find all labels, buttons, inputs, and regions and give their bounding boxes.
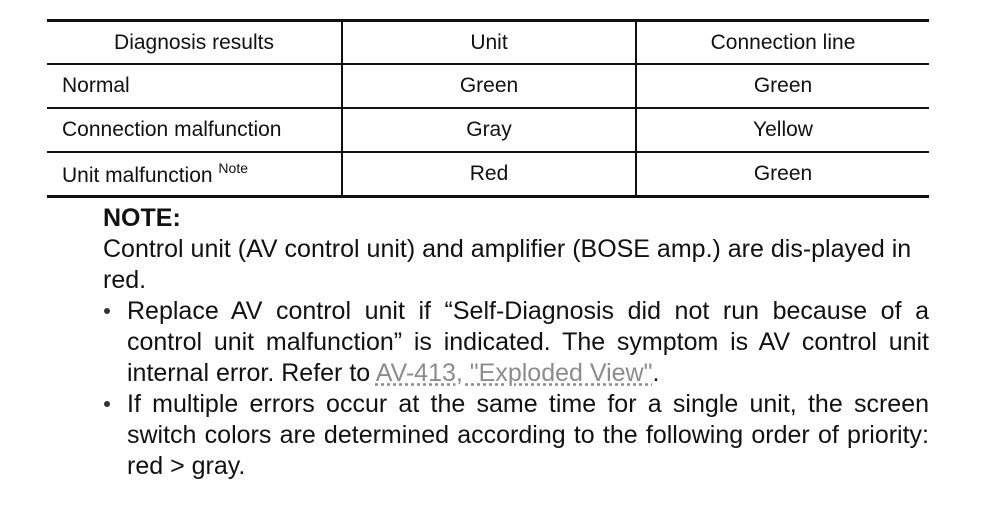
diagnosis-result-text: Connection malfunction	[62, 118, 282, 141]
unit-color-cell: Red	[342, 152, 636, 197]
diagnosis-result-cell	[47, 152, 342, 197]
note-title: NOTE:	[103, 204, 181, 232]
header-diagnosis-results: Diagnosis results	[47, 21, 342, 65]
unit-color-cell: Gray	[342, 108, 636, 152]
table-row	[47, 108, 929, 152]
list-item	[103, 296, 929, 389]
note-paragraph: Control unit (AV control unit) and amplifier (BOSE amp.) are dis-played in red.	[103, 235, 912, 294]
diagnosis-result-cell	[47, 108, 342, 152]
connection-line-color-cell: Green	[636, 64, 929, 108]
note-section	[103, 203, 929, 482]
diagnosis-result-text: Normal	[62, 74, 130, 97]
bullet-icon	[104, 401, 110, 407]
diagnosis-result-text: Unit malfunction	[62, 164, 213, 187]
bullet-text-end: .	[652, 359, 660, 387]
header-unit: Unit	[342, 21, 636, 65]
list-item	[103, 389, 929, 482]
table-row	[47, 64, 929, 108]
exploded-view-link[interactable]: AV-413, "Exploded View"	[375, 359, 653, 387]
table-header-row	[47, 21, 929, 65]
diagnosis-table	[47, 19, 929, 198]
bullet-text: Replace AV control unit if “Self-Diagnosis did not run because of a control unit malfunction” is indicated. The symptom is AV control unit internal error. Refer to	[127, 297, 929, 387]
connection-line-color-cell: Green	[636, 152, 929, 197]
header-connection-line: Connection line	[636, 21, 929, 65]
diagnosis-result-cell	[47, 64, 342, 108]
connection-line-color-cell: Yellow	[636, 108, 929, 152]
unit-color-cell: Green	[342, 64, 636, 108]
note-bullet-list	[103, 296, 929, 482]
bullet-icon	[104, 308, 110, 314]
table-row	[47, 152, 929, 197]
note-superscript: Note	[218, 160, 248, 176]
bullet-text: If multiple errors occur at the same time for a single unit, the screen switch colors are determined according to the following order of priority: red > gray.	[127, 390, 929, 480]
